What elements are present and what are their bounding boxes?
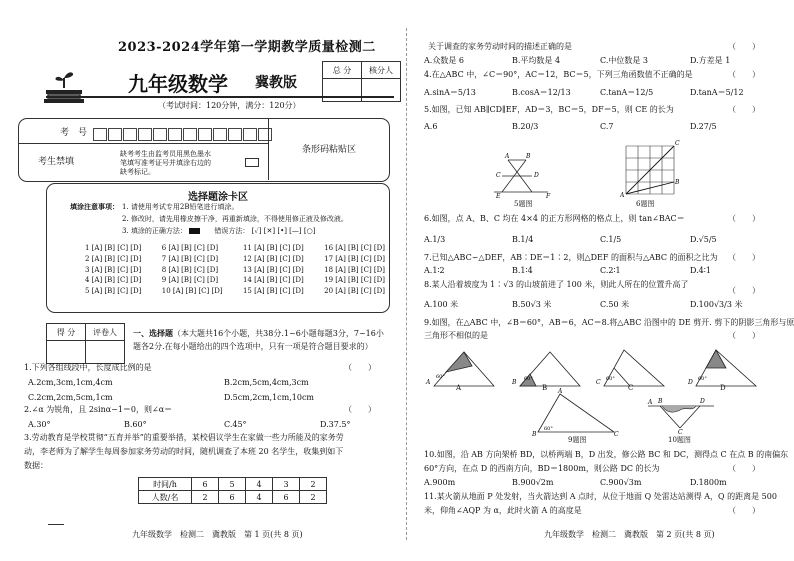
bubble-column [324, 244, 385, 298]
q3-row-time [139, 478, 327, 491]
grader-score-cell[interactable] [47, 341, 86, 364]
note-1: 1. 请使用考试专用2B铅笔进行填涂。 [122, 203, 239, 211]
fig9b-label: B [512, 379, 517, 386]
q11-answer-paren[interactable]: （ ） [728, 506, 760, 515]
q2-option-d: D.37.5° [320, 420, 351, 429]
fig9c-label: C [596, 379, 601, 386]
table-cell: 2 [300, 491, 327, 504]
q4-option-a: A.sinA＝5/13 [424, 88, 476, 97]
disabled-line-2: 笔填写准考证号并填涂右边的 [120, 158, 211, 167]
q6-option-d: D.√5/5 [690, 235, 717, 244]
bubble-row[interactable]: 20 [A] [B] [C] [D] [324, 287, 385, 295]
disabled-instructions [120, 150, 240, 176]
barcode-divider [268, 118, 269, 180]
q5-option-a: A.6 [424, 122, 438, 131]
book-plant-logo [40, 68, 88, 110]
q5-option-c: C.7 [600, 122, 614, 131]
total-score-cell[interactable] [323, 79, 362, 102]
barcode-area-label: 条形码粘贴区 [302, 145, 357, 155]
disabled-line-3: 缺考标记。 [120, 167, 155, 176]
svg-text:C: C [675, 140, 680, 147]
bubble-row[interactable]: 4 [A] [B] [C] [D] [85, 276, 142, 285]
q1-option-c: C.2cm,2cm,5cm,1cm [28, 393, 113, 402]
q3-cont-stem: 关于调查的家务劳动时间的描述正确的是 [428, 42, 572, 51]
q1-answer-paren[interactable]: （ ） [344, 363, 376, 372]
q6-stem: 6.如图，点 A、B、C 均在 4×4 的正方形网格的格点上，则 tan∠BAC＝ [424, 214, 685, 223]
table-cell: 2 [192, 491, 219, 504]
fig9d-angle: 60° [698, 376, 707, 382]
fig9-option-d [687, 350, 756, 386]
grader-reviewer-header: 评卷人 [86, 324, 125, 341]
bubble-row[interactable]: 18 [A] [B] [C] [D] [324, 265, 385, 274]
q4-option-c: C.tanA＝12/5 [600, 88, 654, 97]
fig5-caption: 5题图 [514, 200, 533, 208]
figure-6 [620, 138, 680, 202]
q9-option-a: A [456, 384, 462, 392]
grader-reviewer-cell[interactable] [86, 341, 125, 364]
left-footer: 九年级数学 检测二 冀教版 第 1 页(共 8 页) [132, 530, 303, 539]
q6-option-a: A.1/3 [424, 235, 446, 244]
q3-option-c: C.中位数是 3 [600, 56, 649, 65]
q11-line-1: 11.某火箭从地面 P 处发射，当火箭达到 A 点时，从位于地面 Q 处雷达站测得 A，Q 的距离是 500 [424, 492, 777, 501]
q5-option-b: B.20/3 [512, 122, 539, 131]
notes-list [122, 203, 348, 235]
q4-option-b: B.cosA＝12/13 [512, 88, 571, 97]
bubble-row[interactable]: 10 [A] [B] [C] [D] [161, 287, 223, 295]
table-cell: 6 [219, 491, 246, 504]
bubble-column [243, 244, 304, 298]
fig9a-label: A [426, 379, 431, 386]
checker-header: 核分人 [362, 62, 401, 79]
fig9b-angle: 60° [524, 376, 533, 382]
q1-stem: 1.下列各组线段中，长度成比例的是 [24, 363, 152, 372]
q10-option-d: D.1800m [690, 478, 727, 487]
q10-option-b: B.900√2m [512, 478, 554, 487]
disabled-label: 考生禁填 [38, 157, 75, 167]
svg-text:B: B [532, 431, 537, 438]
exam-header-title: 2023-2024学年第一学期教学质量检测二 [118, 40, 376, 55]
table-cell: 3 [273, 478, 300, 491]
q7-option-a: A.1∶2 [424, 266, 445, 275]
bubble-row[interactable]: 7 [A] [B] [C] [D] [161, 254, 219, 263]
q10-line-1: 10.如图，沿 AB 方向架桥 BD，以桥两端 B，D 出发，修公路 BC 和 DC，测得点 C 在点 B 的南偏东 [424, 450, 789, 459]
table-cell: 2 [300, 478, 327, 491]
absent-mark-box[interactable] [245, 158, 259, 167]
fig9-angle-label: 60° [544, 426, 553, 432]
q9-line-1: 9.如图，在△ABC 中，∠B＝60°，AB＝6，AC＝8.将△ABC 沿图中的 DE 剪开. 剪下的阴影三角形与原 [424, 318, 794, 327]
table-cell: 5 [219, 478, 246, 491]
figure-10 [646, 394, 716, 438]
q7-option-b: B.1∶4 [512, 266, 533, 275]
table-cell: 时间/h [139, 478, 192, 491]
page-divider [406, 28, 407, 540]
figure-5 [492, 152, 556, 204]
q3-option-d: D.方差是 1 [690, 56, 731, 65]
q3-data-table [138, 477, 327, 504]
q8-option-c: C.50 米 [600, 300, 630, 309]
q3-line-2: 动，李老师为了解学生每周参加家务劳动的时间，随机调查了本班 20 名学生，收集到如下 [24, 447, 344, 456]
table-cell: 6 [273, 491, 300, 504]
bubble-row[interactable]: 12 [A] [B] [C] [D] [242, 254, 304, 263]
q2-option-a: A.30° [28, 420, 51, 429]
note-3: 3. 填涂的正确方法： [122, 226, 187, 235]
q6-answer-paren[interactable]: （ ） [728, 214, 760, 223]
q7-answer-paren[interactable]: （ ） [728, 253, 760, 262]
q3-line-3: 数据： [24, 461, 48, 470]
fig9a-angle: 60° [436, 374, 445, 380]
q1-option-d: D.5cm,2cm,1cm,10cm [224, 393, 315, 402]
bubble-row[interactable]: 11 [A] [B] [C] [D] [242, 244, 304, 252]
disabled-line-1: 缺考考生由监考员用黑色墨水 [120, 150, 211, 158]
q4-answer-paren[interactable]: （ ） [728, 70, 760, 79]
svg-text:D: D [700, 398, 705, 405]
bubble-row[interactable]: 2 [A] [B] [C] [D] [85, 254, 142, 263]
q3-stem [24, 433, 344, 471]
svg-text:A: A [558, 388, 563, 395]
q3-row-count [139, 491, 327, 504]
total-score-header: 总 分 [323, 62, 362, 79]
fig10-caption: 10题图 [668, 436, 691, 444]
q10-option-c: C.900√3m [600, 478, 642, 487]
wrong-label: 错误方法： [214, 226, 250, 235]
q6-option-c: C.1/5 [600, 235, 622, 244]
kaohao-label: 考 号 [60, 128, 88, 138]
q3-option-b: B.平均数是 4 [512, 56, 561, 65]
q9-option-d: D [720, 384, 726, 392]
q4-option-d: D.tanA＝5/12 [690, 88, 744, 97]
fig9-option-c [596, 350, 664, 386]
svg-text:F: F [546, 193, 551, 200]
q3-option-a: A.众数是 6 [424, 56, 464, 65]
fig9-caption: 9题图 [568, 436, 587, 444]
corner-mark [48, 524, 64, 525]
q1-option-a: A.2cm,3cm,1cm,4cm [28, 378, 113, 387]
bubble-row[interactable]: 9 [A] [B] [C] [D] [161, 276, 219, 285]
q9-option-b: B [542, 384, 548, 392]
bubble-row[interactable]: 3 [A] [B] [C] [D] [85, 265, 142, 274]
q2-option-b: B.60° [124, 420, 147, 429]
bubble-row[interactable]: 15 [A] [B] [C] [D] [242, 287, 304, 295]
q2-option-c: C.45° [224, 420, 247, 429]
bubble-row[interactable]: 14 [A] [B] [C] [D] [242, 276, 304, 285]
fig9c-angle: 60° [606, 376, 615, 382]
table-cell: 6 [192, 478, 219, 491]
note-3-row [122, 227, 348, 236]
q7-option-c: C.2∶1 [600, 266, 621, 275]
checker-cell[interactable] [362, 79, 401, 102]
subject-title: 九年级数学 [128, 72, 228, 96]
correct-fill-sample [189, 228, 200, 234]
q3-answer-paren[interactable]: （ ） [728, 42, 760, 51]
q1-option-b: B.2cm,5cm,4cm,3cm [224, 378, 309, 387]
fig9-option-a [425, 352, 494, 386]
q5-option-d: D.27/5 [690, 122, 717, 131]
section-desc-2: 题各2分.在每小题给出的四个选项中，只有一项是符合题目要求的） [133, 342, 373, 351]
bubble-columns [85, 244, 385, 298]
section-title: 一、选择题 [133, 328, 173, 338]
svg-text:B: B [658, 398, 663, 405]
grader-table [46, 323, 125, 364]
table-cell: 4 [246, 478, 273, 491]
svg-text:E: E [496, 193, 501, 200]
bubble-row[interactable]: 16 [A] [B] [C] [D] [324, 244, 385, 252]
q5-stem: 5.如图，已知 AB∥CD∥EF，AD＝3，BC＝5，DF＝5，则 CE 的长为 [424, 105, 674, 114]
bubble-row[interactable]: 17 [A] [B] [C] [D] [324, 254, 385, 263]
figure-9-main [530, 388, 620, 442]
svg-text:B: B [675, 179, 680, 186]
q10-line-2: 60°方向，在点 D 的西南方向，BD＝1800m，则公路 DC 的长为 [424, 464, 660, 473]
fig6-caption: 6题图 [636, 200, 655, 208]
q8-option-a: A.100 米 [424, 300, 459, 309]
answer-card-title: 选择题涂卡区 [188, 192, 248, 203]
q11-line-2: 米，仰角∠AQP 为 α，此时火箭 A 的高度是 [424, 506, 582, 515]
q6-option-b: B.1/4 [512, 235, 534, 244]
svg-text:A: A [505, 153, 510, 160]
grader-score-header: 得 分 [47, 324, 86, 341]
bubble-column [162, 244, 223, 298]
section-heading [133, 328, 384, 339]
q2-answer-paren[interactable]: （ ） [344, 405, 376, 414]
svg-text:B: B [526, 153, 531, 160]
fig9d-label: D [688, 379, 693, 386]
section-desc-1: （本大题共16个小题，共38分.1~6小题每题3分，7~16小 [173, 329, 384, 338]
bubble-row[interactable]: 19 [A] [B] [C] [D] [324, 276, 385, 285]
wrong-fill-samples: [✓] [✕] [•] [—] [○] [251, 226, 316, 235]
q3-line-1: 3.劳动教育是学校贯彻“五育并举”的重要举措，某校倡议学生在家做一些力所能及的家务劳 [24, 433, 344, 442]
bubble-column [85, 244, 141, 298]
svg-text:C: C [496, 172, 501, 179]
table-cell: 人数/名 [139, 491, 192, 504]
bubble-grid [85, 244, 385, 298]
svg-text:A: A [620, 192, 625, 198]
bubble-row[interactable]: 1 [A] [B] [C] [D] [85, 244, 142, 252]
svg-text:C: C [614, 431, 619, 438]
q8-stem: 8.某人沿着坡度为 1∶√3 的山坡前进了 100 米，则此人所在的位置升高了 [424, 280, 689, 289]
q8-option-b: B.50√3 米 [512, 300, 552, 309]
exam-info: （考试时间：120分钟，满分：120分） [158, 101, 301, 110]
right-footer: 九年级数学 检测二 冀教版 第 2 页(共 8 页) [544, 530, 715, 539]
q4-stem: 4.在△ABC 中，∠C＝90°，AC＝12，BC＝5，下列三角函数值不正确的是 [424, 70, 693, 79]
svg-text:D: D [534, 172, 539, 179]
q5-answer-paren[interactable]: （ ） [728, 105, 760, 114]
bubble-row[interactable]: 6 [A] [B] [C] [D] [161, 244, 219, 252]
bubble-row[interactable]: 13 [A] [B] [C] [D] [242, 265, 304, 274]
svg-text:A: A [648, 399, 653, 406]
notes-label: 填涂注意事项： [70, 202, 119, 211]
q9-answer-paren[interactable]: （ ） [728, 331, 760, 340]
q9-option-c: C [628, 384, 634, 392]
bubble-row[interactable]: 8 [A] [B] [C] [D] [161, 265, 219, 274]
q9-line-2: 三角形不相似的是 [424, 331, 488, 340]
svg-text:C: C [678, 429, 683, 434]
q2-stem: 2.∠α 为锐角，且 2sinα−1＝0，则∠α＝ [24, 405, 173, 414]
q7-option-d: D.4∶1 [690, 266, 711, 275]
q10-option-a: A.900m [424, 478, 456, 487]
q8-answer-paren[interactable]: （ ） [728, 286, 760, 295]
q7-stem: 7.已知△ABC∽△DEF，AB∶DE＝1∶2，则△DEF 的面积与△ABC 的面积之比为 [424, 253, 718, 262]
bubble-row[interactable]: 5 [A] [B] [C] [D] [85, 287, 142, 295]
fig9-option-b [511, 352, 580, 386]
identity-divider [18, 143, 268, 144]
edition-label: 冀教版 [255, 75, 297, 91]
q10-answer-paren[interactable]: （ ） [728, 464, 760, 473]
note-2: 2. 修改时，请先用橡皮擦干净，再重新填涂，不得使用修正液及修改液。 [122, 214, 348, 223]
q8-option-d: D.100√3/3 米 [690, 300, 743, 309]
table-cell: 4 [246, 491, 273, 504]
header-divider [46, 96, 394, 98]
